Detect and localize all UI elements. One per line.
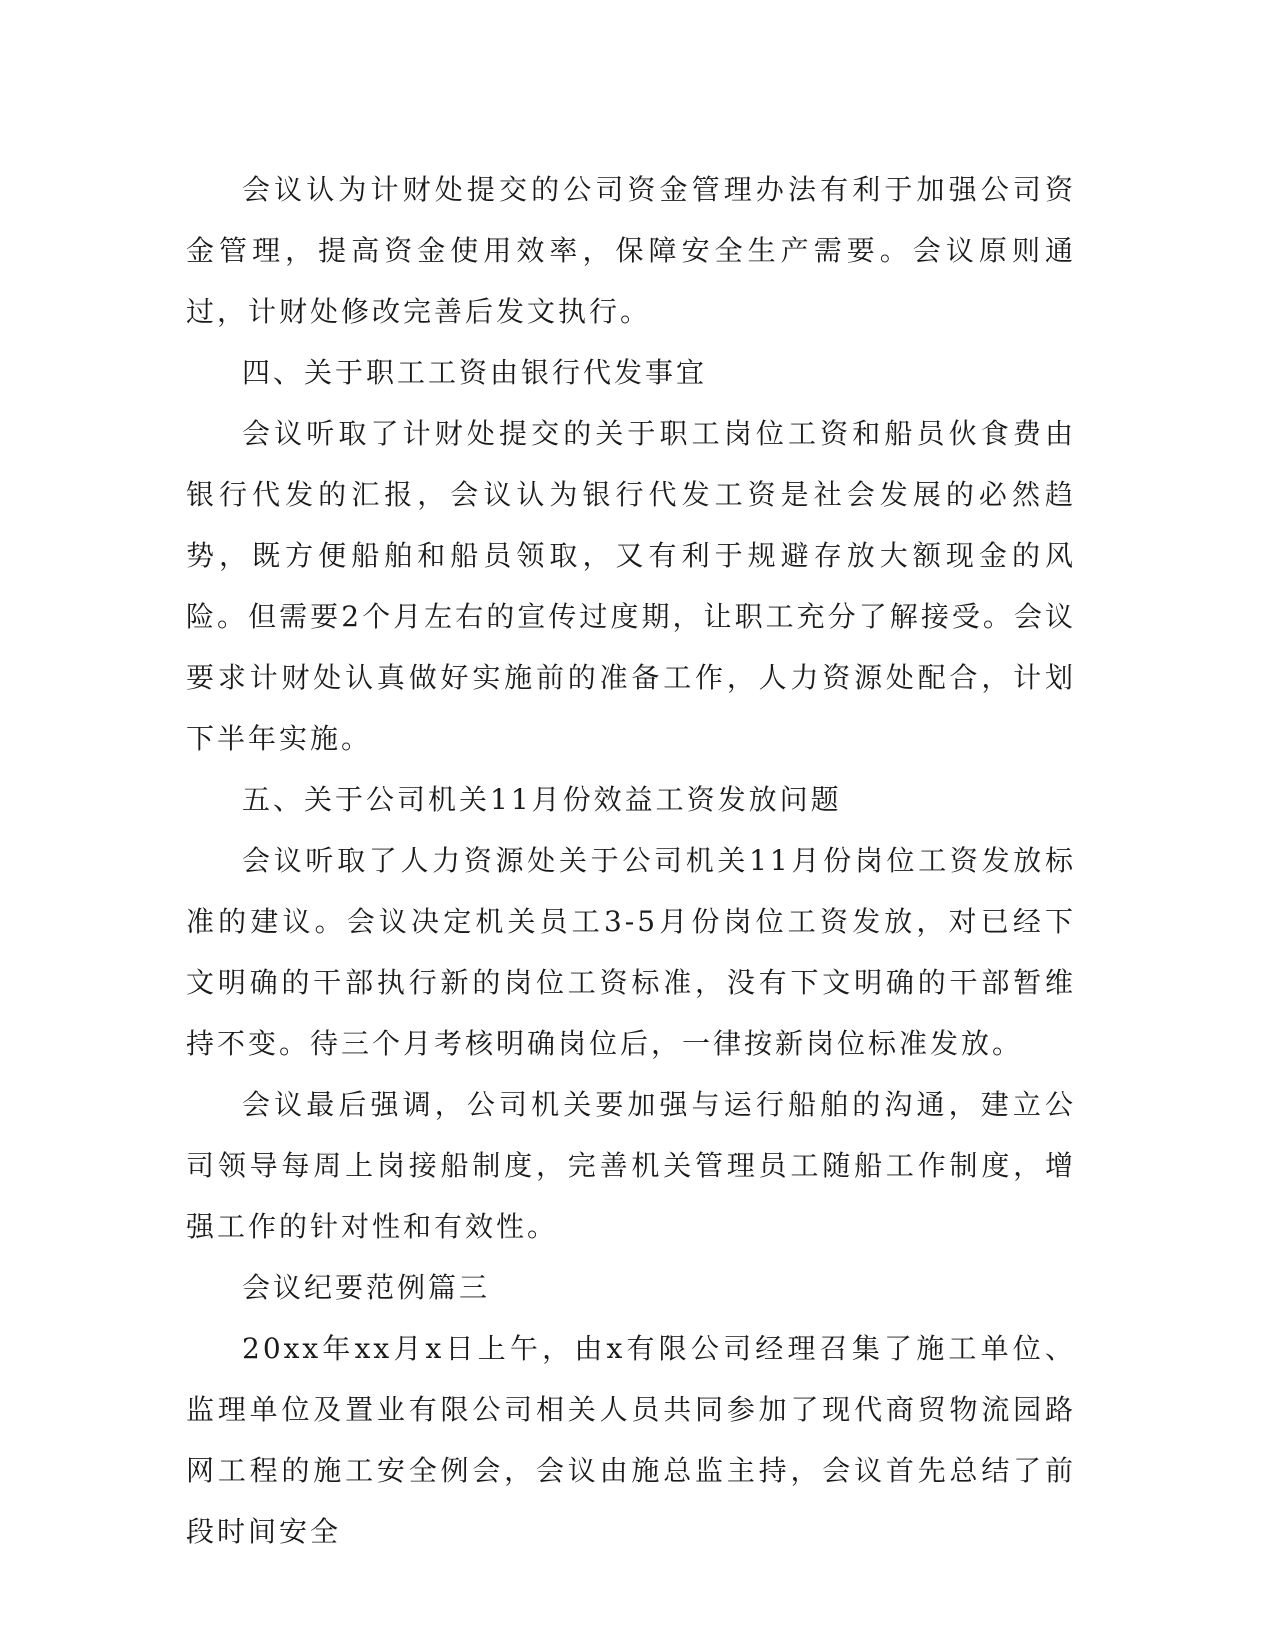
heading-example-three: 会议纪要范例篇三 [242,1271,491,1304]
paragraph-fund-management: 会议认为计财处提交的公司资金管理办法有利于加强公司资金管理，提高资金使用效率，保障安全生产需要。会议原则通过，计财处修改完善后发文执行。 [186,173,1076,328]
paragraph-bank-payroll: 会议听取了计财处提交的关于职工岗位工资和船员伙食费由银行代发的汇报，会议认为银行代发工资是社会发展的必然趋势，既方便船舶和船员领取，又有利于规避存放大额现金的风险。但需要2个月左右的宣传过度期，让职工充分了解接受。会议要求计财处认真做好实施前的准备工作，人力资源处配合，计划下半年实施。 [186,417,1076,755]
paragraph-safety-meeting: 20xx年xx月x日上午，由x有限公司经理召集了施工单位、监理单位及置业有限公司相关人员共同参加了现代商贸物流园路网工程的施工安全例会，会议由施总监主持，会议首先总结了前段时间安全 [186,1332,1076,1548]
document-body [186,159,1076,1562]
heading-section-four: 四、关于职工工资由银行代发事宜 [242,356,708,389]
heading-section-five: 五、关于公司机关11月份效益工资发放问题 [242,783,842,816]
paragraph-closing-emphasis: 会议最后强调，公司机关要加强与运行船舶的沟通，建立公司领导每周上岗接船制度，完善机关管理员工随船工作制度，增强工作的针对性和有效性。 [186,1088,1076,1243]
paragraph-november-wages: 会议听取了人力资源处关于公司机关11月份岗位工资发放标准的建议。会议决定机关员工3-5月份岗位工资发放，对已经下文明确的干部执行新的岗位工资标准，没有下文明确的干部暂维持不变。待三个月考核明确岗位后，一律按新岗位标准发放。 [186,844,1076,1060]
